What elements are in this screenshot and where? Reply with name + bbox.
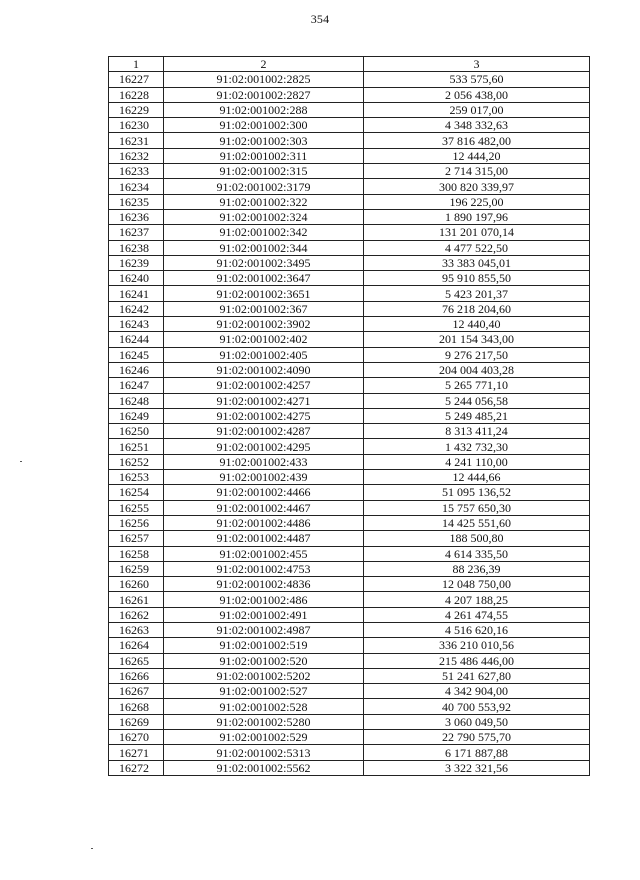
cadastral-value-cell: 6 171 887,88 — [364, 745, 590, 760]
row-number-cell: 16234 — [109, 179, 164, 194]
cadastral-number-cell: 91:02:001002:528 — [164, 699, 364, 714]
row-number-cell: 16261 — [109, 592, 164, 607]
table-row — [109, 209, 590, 224]
cadastral-value-cell: 15 757 650,30 — [364, 500, 590, 515]
cadastral-value-cell: 1 890 197,96 — [364, 209, 590, 224]
cadastral-value-cell: 533 575,60 — [364, 72, 590, 87]
cadastral-value-cell: 12 444,20 — [364, 148, 590, 163]
cadastral-number-cell: 91:02:001002:433 — [164, 454, 364, 469]
cadastral-number-cell: 91:02:001002:5313 — [164, 745, 364, 760]
row-number-cell: 16260 — [109, 577, 164, 592]
table-row — [109, 485, 590, 500]
cadastral-value-cell: 4 207 188,25 — [364, 592, 590, 607]
cadastral-number-cell: 91:02:001002:315 — [164, 164, 364, 179]
column-header-1: 1 — [109, 57, 164, 72]
cadastral-number-cell: 91:02:001002:344 — [164, 240, 364, 255]
cadastral-number-cell: 91:02:001002:405 — [164, 347, 364, 362]
page-number: 354 — [310, 12, 330, 26]
table-row — [109, 408, 590, 423]
row-number-cell: 16265 — [109, 653, 164, 668]
cadastral-number-cell: 91:02:001002:4467 — [164, 500, 364, 515]
cadastral-number-cell: 91:02:001002:4487 — [164, 531, 364, 546]
cadastral-number-cell: 91:02:001002:322 — [164, 194, 364, 209]
table-row — [109, 546, 590, 561]
cadastral-number-cell: 91:02:001002:324 — [164, 209, 364, 224]
row-number-cell: 16231 — [109, 133, 164, 148]
row-number-cell: 16239 — [109, 255, 164, 270]
cadastral-value-cell: 300 820 339,97 — [364, 179, 590, 194]
table-row — [109, 699, 590, 714]
row-number-cell: 16255 — [109, 500, 164, 515]
table-row — [109, 424, 590, 439]
table-row — [109, 317, 590, 332]
table-row — [109, 347, 590, 362]
cadastral-value-cell: 5 249 485,21 — [364, 408, 590, 423]
cadastral-number-cell: 91:02:001002:303 — [164, 133, 364, 148]
header-row — [109, 57, 590, 72]
table-row — [109, 362, 590, 377]
table-row — [109, 607, 590, 622]
table-row — [109, 500, 590, 515]
table-row — [109, 592, 590, 607]
cadastral-value-cell: 3 060 049,50 — [364, 714, 590, 729]
table-row — [109, 638, 590, 653]
row-number-cell: 16238 — [109, 240, 164, 255]
cadastral-number-cell: 91:02:001002:5280 — [164, 714, 364, 729]
row-number-cell: 16256 — [109, 515, 164, 530]
cadastral-value-cell: 188 500,80 — [364, 531, 590, 546]
column-header-3: 3 — [364, 57, 590, 72]
row-number-cell: 16262 — [109, 607, 164, 622]
cadastral-value-cell: 12 048 750,00 — [364, 577, 590, 592]
cadastral-number-cell: 91:02:001002:4466 — [164, 485, 364, 500]
cadastral-value-table — [108, 56, 590, 776]
row-number-cell: 16248 — [109, 393, 164, 408]
row-number-cell: 16271 — [109, 745, 164, 760]
table-row — [109, 225, 590, 240]
row-number-cell: 16253 — [109, 470, 164, 485]
row-number-cell: 16250 — [109, 424, 164, 439]
row-number-cell: 16245 — [109, 347, 164, 362]
cadastral-number-cell: 91:02:001002:342 — [164, 225, 364, 240]
cadastral-number-cell: 91:02:001002:288 — [164, 102, 364, 117]
cadastral-number-cell: 91:02:001002:4271 — [164, 393, 364, 408]
row-number-cell: 16254 — [109, 485, 164, 500]
table-row — [109, 653, 590, 668]
table-row — [109, 439, 590, 454]
cadastral-number-cell: 91:02:001002:402 — [164, 332, 364, 347]
table-row — [109, 531, 590, 546]
table-row — [109, 454, 590, 469]
row-number-cell: 16268 — [109, 699, 164, 714]
cadastral-value-cell: 336 210 010,56 — [364, 638, 590, 653]
cadastral-value-cell: 204 004 403,28 — [364, 362, 590, 377]
table-row — [109, 179, 590, 194]
cadastral-value-cell: 4 348 332,63 — [364, 118, 590, 133]
cadastral-value-cell: 2 056 438,00 — [364, 87, 590, 102]
cadastral-value-cell: 1 432 732,30 — [364, 439, 590, 454]
cadastral-number-cell: 91:02:001002:300 — [164, 118, 364, 133]
cadastral-number-cell: 91:02:001002:5202 — [164, 668, 364, 683]
cadastral-value-cell: 4 477 522,50 — [364, 240, 590, 255]
cadastral-number-cell: 91:02:001002:491 — [164, 607, 364, 622]
table-row — [109, 133, 590, 148]
table-row — [109, 87, 590, 102]
table-row — [109, 577, 590, 592]
table-row — [109, 684, 590, 699]
cadastral-number-cell: 91:02:001002:5562 — [164, 760, 364, 775]
row-number-cell: 16258 — [109, 546, 164, 561]
table-row — [109, 118, 590, 133]
row-number-cell: 16249 — [109, 408, 164, 423]
row-number-cell: 16246 — [109, 362, 164, 377]
row-number-cell: 16244 — [109, 332, 164, 347]
table-row — [109, 240, 590, 255]
cadastral-value-cell: 5 423 201,37 — [364, 286, 590, 301]
cadastral-value-cell: 215 486 446,00 — [364, 653, 590, 668]
cadastral-number-cell: 91:02:001002:519 — [164, 638, 364, 653]
cadastral-number-cell: 91:02:001002:4295 — [164, 439, 364, 454]
cadastral-number-cell: 91:02:001002:4287 — [164, 424, 364, 439]
row-number-cell: 16257 — [109, 531, 164, 546]
scan-speck — [20, 461, 22, 462]
cadastral-number-cell: 91:02:001002:486 — [164, 592, 364, 607]
row-number-cell: 16264 — [109, 638, 164, 653]
table-row — [109, 745, 590, 760]
table-row — [109, 714, 590, 729]
row-number-cell: 16259 — [109, 561, 164, 576]
cadastral-number-cell: 91:02:001002:4275 — [164, 408, 364, 423]
cadastral-value-cell: 2 714 315,00 — [364, 164, 590, 179]
row-number-cell: 16241 — [109, 286, 164, 301]
table-row — [109, 730, 590, 745]
cadastral-number-cell: 91:02:001002:527 — [164, 684, 364, 699]
row-number-cell: 16227 — [109, 72, 164, 87]
table-row — [109, 622, 590, 637]
cadastral-value-cell: 51 241 627,80 — [364, 668, 590, 683]
row-number-cell: 16237 — [109, 225, 164, 240]
table-row — [109, 301, 590, 316]
cadastral-number-cell: 91:02:001002:3651 — [164, 286, 364, 301]
cadastral-value-cell: 22 790 575,70 — [364, 730, 590, 745]
row-number-cell: 16236 — [109, 209, 164, 224]
row-number-cell: 16251 — [109, 439, 164, 454]
cadastral-value-cell: 33 383 045,01 — [364, 255, 590, 270]
row-number-cell: 16242 — [109, 301, 164, 316]
cadastral-number-cell: 91:02:001002:4753 — [164, 561, 364, 576]
cadastral-value-cell: 5 265 771,10 — [364, 378, 590, 393]
cadastral-value-cell: 37 816 482,00 — [364, 133, 590, 148]
cadastral-number-cell: 91:02:001002:4987 — [164, 622, 364, 637]
cadastral-number-cell: 91:02:001002:2825 — [164, 72, 364, 87]
cadastral-value-cell: 3 322 321,56 — [364, 760, 590, 775]
table-row — [109, 72, 590, 87]
cadastral-value-cell: 95 910 855,50 — [364, 271, 590, 286]
table-row — [109, 470, 590, 485]
cadastral-value-cell: 12 440,40 — [364, 317, 590, 332]
cadastral-value-cell: 9 276 217,50 — [364, 347, 590, 362]
cadastral-number-cell: 91:02:001002:4257 — [164, 378, 364, 393]
column-header-2: 2 — [164, 57, 364, 72]
cadastral-value-cell: 201 154 343,00 — [364, 332, 590, 347]
table-row — [109, 760, 590, 775]
cadastral-number-cell: 91:02:001002:2827 — [164, 87, 364, 102]
cadastral-number-cell: 91:02:001002:4836 — [164, 577, 364, 592]
cadastral-value-cell: 51 095 136,52 — [364, 485, 590, 500]
row-number-cell: 16263 — [109, 622, 164, 637]
cadastral-number-cell: 91:02:001002:3902 — [164, 317, 364, 332]
table-row — [109, 164, 590, 179]
row-number-cell: 16230 — [109, 118, 164, 133]
row-number-cell: 16243 — [109, 317, 164, 332]
table-row — [109, 102, 590, 117]
cadastral-number-cell: 91:02:001002:529 — [164, 730, 364, 745]
row-number-cell: 16229 — [109, 102, 164, 117]
table-row — [109, 332, 590, 347]
row-number-cell: 16266 — [109, 668, 164, 683]
cadastral-number-cell: 91:02:001002:311 — [164, 148, 364, 163]
row-number-cell: 16240 — [109, 271, 164, 286]
row-number-cell: 16270 — [109, 730, 164, 745]
cadastral-value-cell: 4 342 904,00 — [364, 684, 590, 699]
row-number-cell: 16247 — [109, 378, 164, 393]
row-number-cell: 16269 — [109, 714, 164, 729]
cadastral-value-cell: 4 241 110,00 — [364, 454, 590, 469]
table-row — [109, 255, 590, 270]
table-row — [109, 271, 590, 286]
cadastral-value-cell: 4 614 335,50 — [364, 546, 590, 561]
cadastral-value-cell: 40 700 553,92 — [364, 699, 590, 714]
cadastral-value-cell: 4 261 474,55 — [364, 607, 590, 622]
table-row — [109, 378, 590, 393]
table-row — [109, 515, 590, 530]
cadastral-value-cell: 259 017,00 — [364, 102, 590, 117]
scan-speck — [91, 848, 93, 849]
cadastral-number-cell: 91:02:001002:4090 — [164, 362, 364, 377]
cadastral-value-cell: 14 425 551,60 — [364, 515, 590, 530]
cadastral-value-cell: 196 225,00 — [364, 194, 590, 209]
table-row — [109, 194, 590, 209]
row-number-cell: 16232 — [109, 148, 164, 163]
cadastral-value-cell: 131 201 070,14 — [364, 225, 590, 240]
cadastral-value-cell: 76 218 204,60 — [364, 301, 590, 316]
row-number-cell: 16252 — [109, 454, 164, 469]
cadastral-number-cell: 91:02:001002:455 — [164, 546, 364, 561]
cadastral-number-cell: 91:02:001002:439 — [164, 470, 364, 485]
table-row — [109, 668, 590, 683]
cadastral-number-cell: 91:02:001002:3647 — [164, 271, 364, 286]
cadastral-value-cell: 88 236,39 — [364, 561, 590, 576]
table-row — [109, 286, 590, 301]
cadastral-value-cell: 4 516 620,16 — [364, 622, 590, 637]
cadastral-value-cell: 5 244 056,58 — [364, 393, 590, 408]
row-number-cell: 16235 — [109, 194, 164, 209]
row-number-cell: 16228 — [109, 87, 164, 102]
cadastral-value-cell: 8 313 411,24 — [364, 424, 590, 439]
cadastral-number-cell: 91:02:001002:3495 — [164, 255, 364, 270]
cadastral-number-cell: 91:02:001002:3179 — [164, 179, 364, 194]
cadastral-number-cell: 91:02:001002:4486 — [164, 515, 364, 530]
table-header — [109, 57, 590, 72]
cadastral-number-cell: 91:02:001002:367 — [164, 301, 364, 316]
cadastral-value-cell: 12 444,66 — [364, 470, 590, 485]
row-number-cell: 16267 — [109, 684, 164, 699]
table-row — [109, 561, 590, 576]
table-row — [109, 148, 590, 163]
table-row — [109, 393, 590, 408]
row-number-cell: 16272 — [109, 760, 164, 775]
row-number-cell: 16233 — [109, 164, 164, 179]
table-body — [109, 72, 590, 776]
cadastral-number-cell: 91:02:001002:520 — [164, 653, 364, 668]
